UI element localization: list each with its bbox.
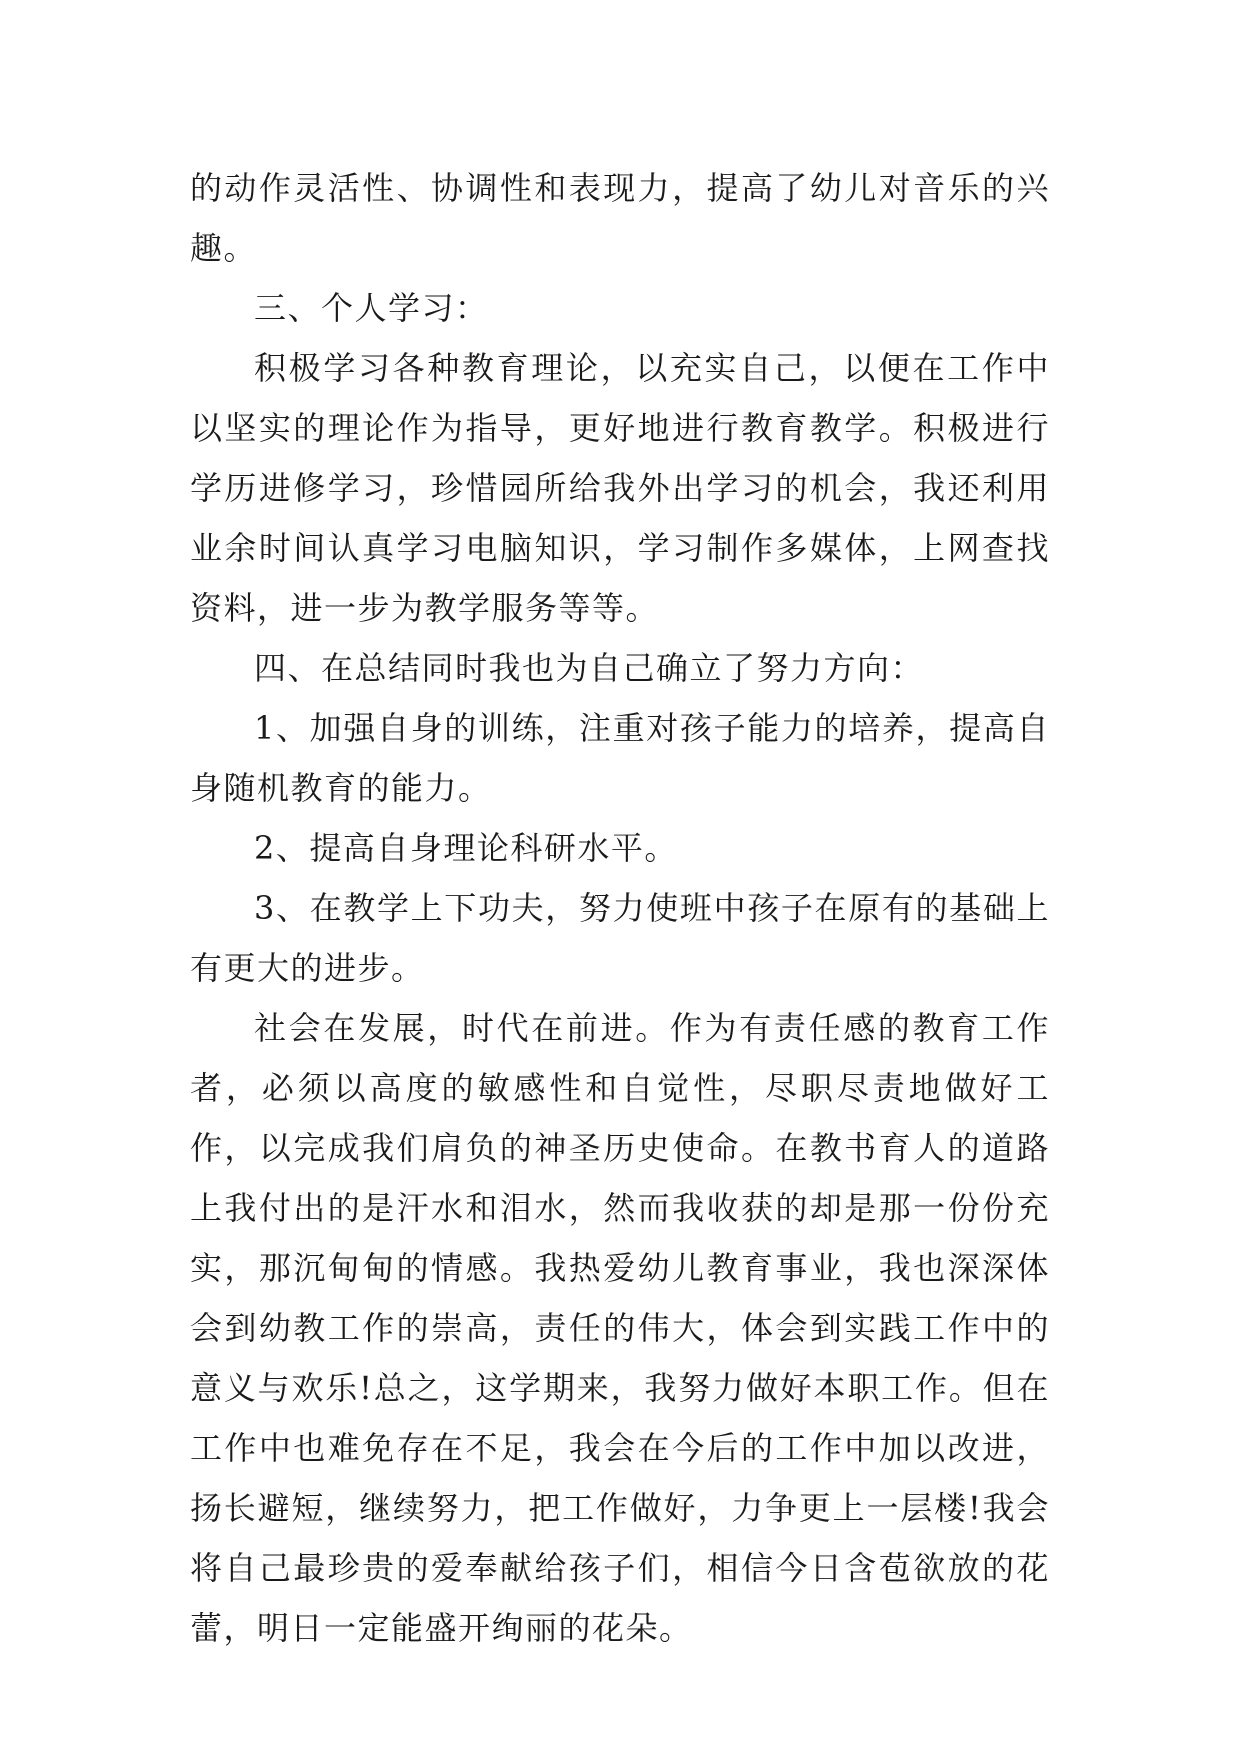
- paragraph-personal-study: 积极学习各种教育理论，以充实自己，以便在工作中以坚实的理论作为指导，更好地进行教育教学。积极进行学历进修学习，珍惜园所给我外出学习的机会，我还利用业余时间认真学习电脑知识，学习制作多媒体，上网查找资料，进一步为教学服务等等。: [190, 349, 1050, 627]
- goal-item-3: 3、在教学上下功夫，努力使班中孩子在原有的基础上有更大的进步。: [190, 889, 1050, 987]
- document-body: [190, 158, 1050, 1658]
- paragraph-conclusion: 社会在发展，时代在前进。作为有责任感的教育工作者，必须以高度的敏感性和自觉性，尽职尽责地做好工作，以完成我们肩负的神圣历史使命。在教书育人的道路上我付出的是汗水和泪水，然而我收获的却是那一份份充实，那沉甸甸的情感。我热爱幼儿教育事业，我也深深体会到幼教工作的崇高，责任的伟大，体会到实践工作中的意义与欢乐!总之，这学期来，我努力做好本职工作。但在工作中也难免存在不足，我会在今后的工作中加以改进，扬长避短，继续努力，把工作做好，力争更上一层楼!我会将自己最珍贵的爱奉献给孩子们，相信今日含苞欲放的花蕾，明日一定能盛开绚丽的花朵。: [190, 1009, 1050, 1647]
- paragraph-continuation: 的动作灵活性、协调性和表现力，提高了幼儿对音乐的兴趣。: [190, 169, 1050, 267]
- goal-item-2: 2、提高自身理论科研水平。: [254, 829, 678, 867]
- section-heading-personal-study: 三、个人学习：: [254, 289, 489, 327]
- goal-item-1: 1、加强自身的训练，注重对孩子能力的培养，提高自身随机教育的能力。: [190, 709, 1050, 807]
- section-heading-goals: 四、在总结同时我也为自己确立了努力方向：: [254, 649, 925, 687]
